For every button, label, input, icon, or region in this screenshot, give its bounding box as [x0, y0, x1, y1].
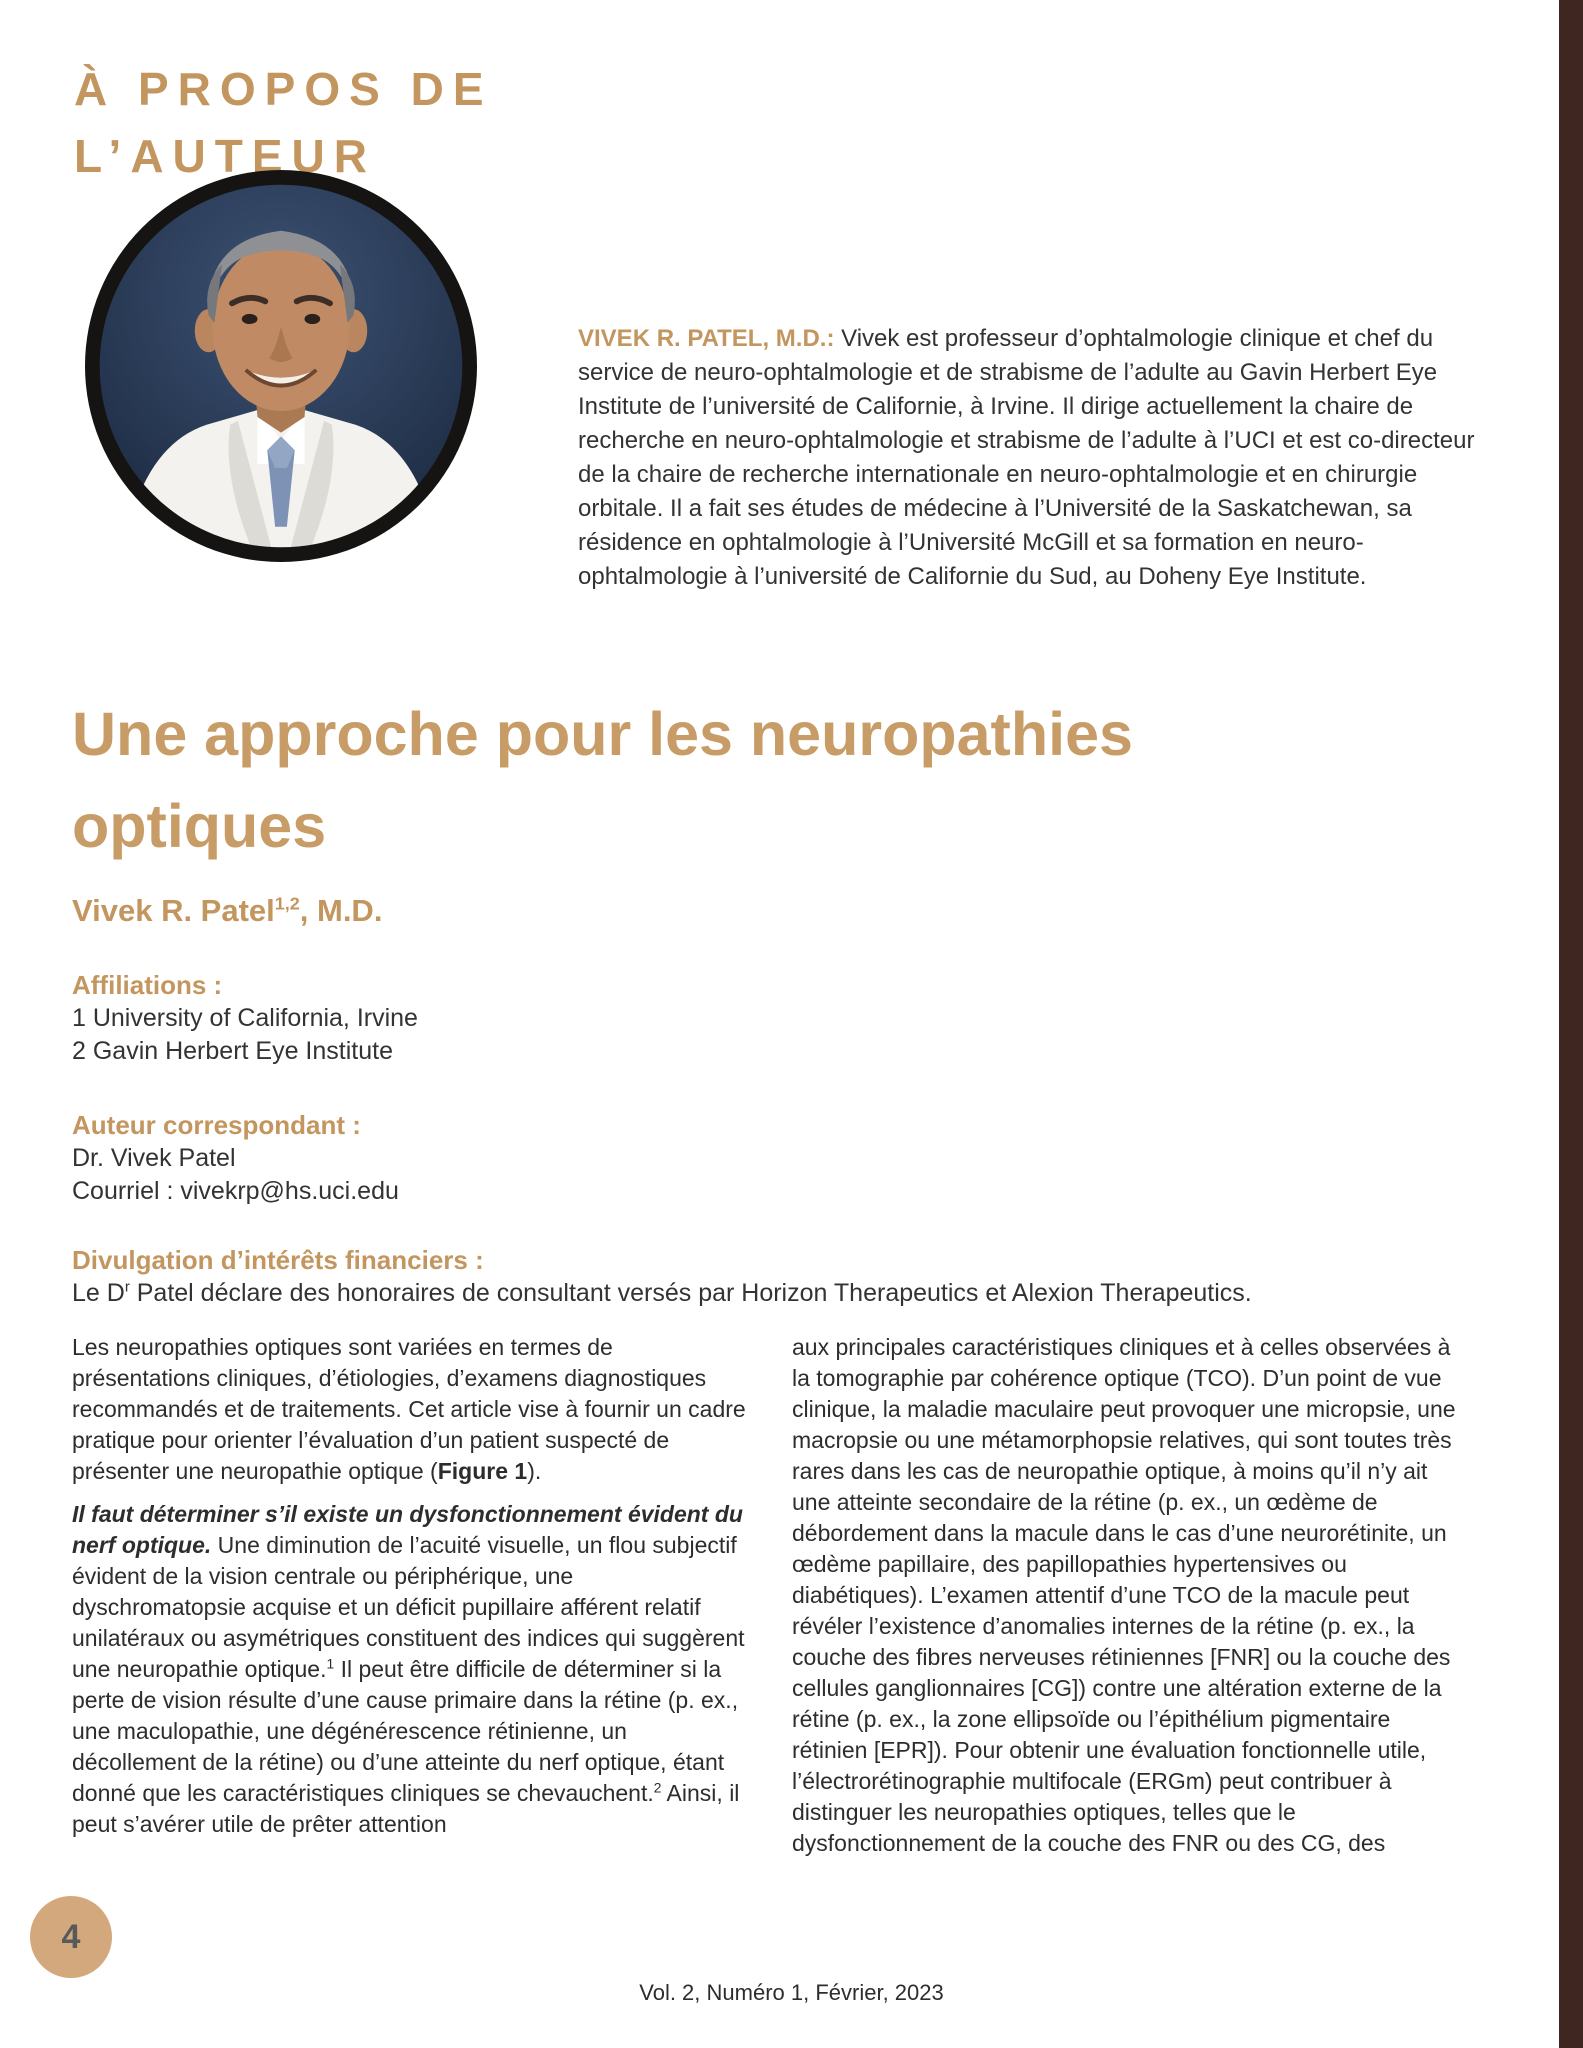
p1-figure-ref: Figure 1 [437, 1458, 528, 1484]
disclosure-text [72, 1277, 1472, 1310]
paragraph [72, 1499, 748, 1840]
author-bio [578, 322, 1483, 594]
about-heading-line1: À PROPOS DE [74, 63, 493, 115]
author-byline [72, 893, 382, 929]
p2-text-a: Une diminution de l’acuité visuelle, un flou subjectif évident de la vision centrale ou périphérique, une dyschromatopsie acquise et un déficit pupillaire afférent relatif unilatéraux ou asymétriques constituent des indices qui suggèrent une neuropathie optique. [72, 1532, 745, 1682]
byline-degree: , M.D. [299, 893, 383, 928]
disclosure-heading: Divulgation d’intérêts financiers : [72, 1245, 484, 1275]
byline-affiliation-sup: 1,2 [274, 893, 300, 914]
page-number: 4 [61, 1917, 81, 1956]
byline-name: Vivek R. Patel [72, 893, 275, 928]
reference-2: 2 [653, 1780, 662, 1796]
bio-text: Vivek est professeur d’ophtalmologie clinique et chef du service de neuro-ophtalmologie et de strabisme de l’adulte au Gavin Herbert Eye Institute de l’université de Californie, à Irvine. Il dirige actuellement la chaire de recherche en neuro-ophtalmologie et strabisme de l’adulte à l’UCI et est co-directeur de la chaire de recherche internationale en neuro-ophtalmologie et en chirurgie orbitale. Il a fait ses études de médecine à l’Université de la Saskatchewan, sa résidence en ophtalmologie à l’Université McGill et sa formation en neuro-ophtalmologie à l’université de Californie du Sud, au Doheny Eye Institute. [578, 325, 1475, 590]
p1-text: Les neuropathies optiques sont variées en termes de présentations cliniques, d’étiologies, d’examens diagnostiques recommandés et de traitements. Cet article vise à fournir un cadre pratique pour orienter l’évaluation d’un patient suspecté de présenter une neuropathie optique ( [72, 1334, 746, 1484]
correspondent-heading: Auteur correspondant : [72, 1110, 361, 1140]
p1-end: ). [527, 1458, 542, 1484]
footer-volume-line: Vol. 2, Numéro 1, Février, 2023 [639, 1980, 944, 2005]
reference-1: 1 [326, 1656, 335, 1672]
affiliations-heading: Affiliations : [72, 970, 223, 1000]
p2-text-b: Il peut être difficile de déterminer si la perte de vision résulte d’une cause primaire dans la rétine (p. ex., une maculopathie, une dégénérescence rétinienne, un décollement de la rétine) ou d’une atteinte du nerf optique, étant donné que les caractéristiques cliniques se chevauchent. [72, 1656, 739, 1806]
disclosure-sup: r [124, 1278, 130, 1296]
correspondent-email: Courriel : vivekrp@hs.uci.edu [72, 1177, 399, 1205]
body-column-right [792, 1332, 1468, 1871]
author-photo [85, 170, 477, 562]
bio-name-lead: VIVEK R. PATEL, M.D.: [578, 325, 835, 352]
paragraph: aux principales caractéristiques cliniques et à celles observées à la tomographie par cohérence optique (TCO). D’un point de vue clinique, la maladie maculaire peut provoquer une micropsie, une macropsie ou une métamorphopsie relatives, qui sont toutes très rares dans les cas de neuropathie optique, à moins qu’il n’y ait une atteinte secondaire de la rétine (p. ex., un œdème de débordement dans la macule dans le cas d’une neurorétinite, un œdème papillaire, des papillopathies hypertensives ou diabétiques). L’examen attentif d’une TCO de la macule peut révéler l’existence d’anomalies internes de la rétine (p. ex., la couche des fibres nerveuses rétiniennes [FNR] ou la couche des cellules ganglionnaires [CG]) contre une altération externe de la rétine (p. ex., la zone ellipsoïde ou l’épithélium pigmentaire rétinien [EPR]). Pour obtenir une évaluation fonctionnelle utile, l’électrorétinographie multifocale (ERGm) peut contribuer à distinguer les neuropathies optiques, telles que le dysfonctionnement de la couche des FNR ou des CG, des [792, 1334, 1456, 1856]
affiliation-item: 1 University of California, Irvine [72, 1004, 418, 1032]
article-title: Une approche pour les neuropathies optiques [72, 700, 1133, 860]
affiliations-section [72, 968, 418, 1068]
p2-text-c: Ainsi, il peut s’avérer utile de prêter attention [72, 1780, 740, 1837]
about-heading-line2: L’AUTEUR [74, 130, 376, 182]
paragraph [72, 1332, 748, 1487]
disclosure-section [72, 1243, 1472, 1310]
p2-lead: Il faut déterminer s’il existe un dysfonctionnement évident du nerf optique. [72, 1501, 743, 1558]
author-portrait-illustration [85, 170, 477, 562]
correspondent-section [72, 1108, 399, 1208]
disclosure-post: Patel déclare des honoraires de consultant versés par Horizon Therapeutics et Alexion Therapeutics. [129, 1279, 1252, 1307]
page-number-badge [30, 1896, 112, 1978]
body-column-left [72, 1332, 748, 1871]
correspondent-name: Dr. Vivek Patel [72, 1144, 236, 1172]
right-edge-bar [1559, 0, 1583, 2048]
affiliation-item: 2 Gavin Herbert Eye Institute [72, 1037, 393, 1065]
disclosure-pre: Le D [72, 1279, 125, 1307]
body-columns [72, 1332, 1468, 1871]
